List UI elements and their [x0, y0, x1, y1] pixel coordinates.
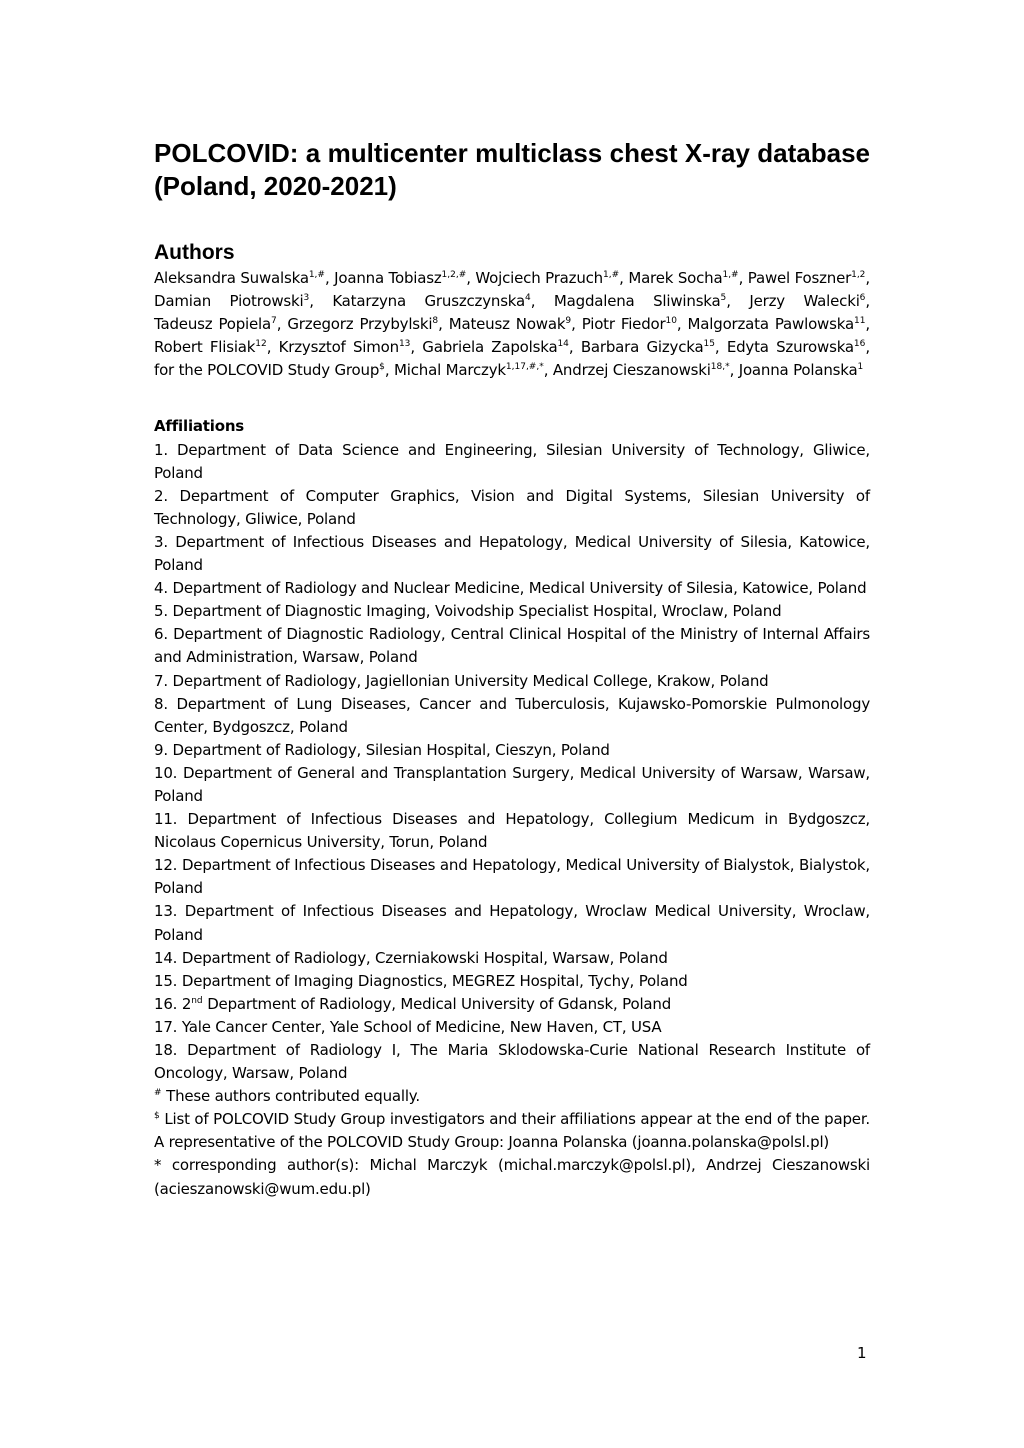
- author-name: Piotr Fiedor$^{10}$,: [581, 315, 682, 334]
- affiliation-text: Department of Data Science and Engineering, Silesian University of Technology, Gliwice, Poland: [154, 440, 870, 482]
- author-name-text: Jerzy Walecki: [749, 292, 860, 311]
- affiliation-text: Department of Radiology, Czerniakowski Hospital, Warsaw, Poland: [181, 948, 668, 967]
- author-affiliation-marker: 1,#: [308, 270, 325, 280]
- author-affiliation-marker: 1,2,#: [441, 270, 467, 280]
- author-affiliation-marker: 18,*: [710, 362, 730, 373]
- affiliation-text: Yale Cancer Center, Yale School of Medicine, New Haven, CT, USA: [181, 1017, 662, 1036]
- author-name-text: Barbara Gizycka: [580, 338, 704, 357]
- author-affiliation-marker: 1,17,#,*: [505, 362, 544, 373]
- author-name-text: Edyta Szurowska: [726, 338, 854, 357]
- affiliation-text: Department of Infectious Diseases and Hepatology, Medical University of Silesia, Katowice, Poland: [154, 532, 870, 575]
- author-affiliation-marker: $: [379, 362, 385, 373]
- author-name: Malgorzata Pawlowska$^{11}$,: [687, 315, 870, 334]
- author-name-text: Piotr Fiedor: [581, 315, 666, 334]
- author-name: Magdalena Sliwinska$^5$,: [553, 292, 731, 311]
- affiliation-number: 9.: [154, 740, 168, 759]
- affiliation-number: 7.: [154, 671, 168, 690]
- affiliation-item: [154, 900, 870, 946]
- affiliation-text: Department of Radiology, Medical University of Gdansk, Poland: [207, 994, 672, 1013]
- affiliation-text: Department of Infectious Diseases and Hepatology, Medical University of Bialystok, Bialystok, Poland: [154, 856, 870, 898]
- affiliation-text: Department of Lung Diseases, Cancer and Tuberculosis, Kujawsko-Pomorskie Pulmonology Center, Bydgoszcz, Poland: [154, 694, 870, 736]
- footnote-text: List of POLCOVID Study Group investigators and their affiliations appear at the end of the paper. A representative of the POLCOVID Study Group: Joanna Polanska (joanna.polanska@polsl.pl): [154, 1110, 870, 1152]
- affiliation-text: Department of Infectious Diseases and Hepatology, Wroclaw Medical University, Wroclaw, Poland: [154, 902, 870, 944]
- author-name: Mateusz Nowak$^9$,: [448, 315, 576, 334]
- affiliation-text: Department of Computer Graphics, Vision and Digital Systems, Silesian University of Technology, Gliwice, Poland: [154, 486, 870, 528]
- affiliation-text: Department of General and Transplantation Surgery, Medical University of Warsaw, Warsaw, Poland: [154, 763, 870, 805]
- affiliation-number: 2.: [154, 486, 168, 505]
- affiliation-number: 6.: [154, 625, 168, 644]
- author-affiliation-marker: 7: [271, 316, 277, 327]
- affiliation-number: 18.: [154, 1041, 178, 1059]
- affiliation-text: Department of Radiology, Jagiellonian University Medical College, Krakow, Poland: [172, 671, 769, 690]
- author-name-text: Wojciech Prazuch: [475, 269, 603, 287]
- page-content: [154, 137, 870, 1201]
- affiliation-item: [154, 1016, 870, 1039]
- authors-heading: Authors: [154, 241, 235, 264]
- author-affiliation-marker: 9: [565, 316, 572, 327]
- affiliation-item: [154, 600, 870, 623]
- author-name: Damian Piotrowski$^3$,: [154, 292, 314, 311]
- author-name-text: Pawel Foszner: [747, 269, 852, 287]
- author-affiliation-marker: 10: [665, 316, 677, 327]
- affiliation-item: [154, 993, 870, 1016]
- affiliation-number: 8.: [154, 694, 168, 713]
- affiliation-number: 13.: [154, 902, 178, 921]
- author-name: Marek Socha$^{1,\#}$,: [628, 269, 744, 287]
- page-number: 1: [857, 1344, 867, 1362]
- author-name-text: Krzysztof Simon: [278, 338, 399, 357]
- author-name: Krzysztof Simon$^{13}$,: [278, 338, 415, 357]
- affiliation-ordinal-suffix: nd: [191, 995, 203, 1006]
- affiliation-number: 11.: [154, 810, 178, 829]
- affiliation-item: [154, 854, 870, 900]
- author-name: Wojciech Prazuch$^{1,\#}$,: [475, 269, 624, 287]
- author-list: [154, 267, 870, 382]
- affiliation-item: [154, 1039, 870, 1085]
- author-name-text: Andrzej Cieszanowski: [552, 361, 711, 380]
- author-name: [739, 361, 864, 379]
- author-name-text: Joanna Polanska: [738, 361, 858, 380]
- author-affiliation-marker: 6: [859, 293, 866, 304]
- author-affiliation-marker: 12: [255, 339, 267, 350]
- author-name-text: Michal Marczyk: [394, 361, 506, 380]
- author-name: Grzegorz Przybylski$^8$,: [287, 315, 443, 334]
- affiliation-item: [154, 670, 870, 693]
- author-name-text: Mateusz Nowak: [448, 315, 566, 334]
- author-name: Michal Marczyk$^{1,17,\#,*}$,: [394, 361, 549, 380]
- author-name: Edyta Szurowska$^{16}$,: [726, 338, 870, 357]
- affiliation-number: 14.: [154, 948, 178, 967]
- affiliation-item: [154, 762, 870, 808]
- affiliation-number: 3.: [154, 532, 168, 551]
- affiliation-number: 15.: [154, 971, 178, 990]
- affiliation-text: Department of Radiology and Nuclear Medicine, Medical University of Silesia, Katowice, Poland: [172, 579, 867, 598]
- footnote-mark: #: [154, 1088, 162, 1099]
- affiliation-number: 10.: [154, 763, 178, 782]
- affiliation-item: [154, 739, 870, 762]
- affiliation-item: [154, 623, 870, 669]
- author-affiliation-marker: 14: [557, 339, 569, 350]
- author-name-text: Magdalena Sliwinska: [553, 292, 721, 311]
- author-name: Gabriela Zapolska$^{14}$,: [422, 338, 574, 357]
- affiliation-number: 1.: [154, 440, 168, 459]
- affiliation-text: Department of Radiology I, The Maria Sklodowska-Curie National Research Institute of Oncology, Warsaw, Poland: [154, 1041, 870, 1083]
- author-name-text: for the POLCOVID Study Group: [154, 361, 380, 380]
- footnote: [154, 1108, 870, 1154]
- author-name-text: Malgorzata Pawlowska: [687, 315, 854, 334]
- author-affiliation-marker: 13: [398, 339, 411, 350]
- affiliations-heading: Affiliations: [154, 417, 245, 436]
- author-name: Pawel Foszner$^{1,2}$,: [747, 269, 870, 287]
- footnote-mark: $: [154, 1111, 160, 1122]
- author-name-text: Gabriela Zapolska: [422, 338, 558, 357]
- affiliation-list: [154, 439, 870, 1086]
- footnote-text: These authors contributed equally.: [166, 1087, 420, 1106]
- author-affiliation-marker: 1,#: [722, 270, 739, 280]
- author-name-text: Tadeusz Popiela: [154, 315, 272, 334]
- author-name: for the POLCOVID Study Group$,: [154, 361, 390, 380]
- author-name-text: Robert Flisiak: [154, 338, 256, 357]
- affiliation-text: Department of Radiology, Silesian Hospital, Cieszyn, Poland: [172, 740, 610, 759]
- footnote: [154, 1085, 870, 1108]
- author-name: Barbara Gizycka$^{15}$,: [580, 338, 720, 357]
- affiliation-text: Department of Imaging Diagnostics, MEGREZ Hospital, Tychy, Poland: [181, 971, 688, 990]
- author-affiliation-marker: 15: [703, 339, 715, 350]
- author-name-text: Joanna Tobiasz: [334, 269, 442, 287]
- affiliation-item: [154, 808, 870, 854]
- affiliation-item: [154, 485, 870, 531]
- author-affiliation-marker: 1: [857, 362, 864, 373]
- author-affiliation-marker: 11: [853, 316, 866, 327]
- affiliation-ordinal: 2: [181, 994, 192, 1013]
- author-name: Robert Flisiak$^{12}$,: [154, 338, 272, 357]
- author-name-text: Marek Socha: [628, 269, 723, 287]
- author-name-text: Grzegorz Przybylski: [287, 315, 433, 334]
- footnotes: [154, 1085, 870, 1200]
- author-name-text: Damian Piotrowski: [154, 292, 304, 311]
- affiliation-text: Department of Diagnostic Imaging, Voivodship Specialist Hospital, Wroclaw, Poland: [172, 602, 782, 621]
- affiliation-number: 5.: [154, 602, 168, 621]
- author-affiliation-marker: 4: [525, 293, 531, 304]
- footnote-text: * corresponding author(s): Michal Marczyk (michal.marczyk@polsl.pl), Andrzej Cieszanowski (acieszanowski@wum.edu.pl): [154, 1156, 870, 1198]
- author-name: Andrzej Cieszanowski$^{18,*}$,: [552, 361, 735, 380]
- paper-title: POLCOVID: a multicenter multiclass chest X-ray database (Poland, 2020-2021): [154, 138, 870, 201]
- affiliation-text: Department of Diagnostic Radiology, Central Clinical Hospital of the Ministry of Internal Affairs and Administration, Warsaw, Poland: [154, 625, 870, 667]
- author-affiliation-marker: 1,2: [851, 270, 866, 280]
- author-name-text: Aleksandra Suwalska: [154, 269, 309, 287]
- author-name: Aleksandra Suwalska$^{1,\#}$,: [154, 269, 330, 287]
- affiliation-item: [154, 531, 870, 577]
- author-affiliation-marker: 1,#: [603, 270, 620, 280]
- author-name: Joanna Tobiasz$^{1,2,\#}$,: [334, 269, 471, 287]
- author-name-text: Katarzyna Gruszczynska: [332, 292, 526, 311]
- author-affiliation-marker: 3: [303, 293, 310, 304]
- affiliation-text: Department of Infectious Diseases and Hepatology, Collegium Medicum in Bydgoszcz, Nicolaus Copernicus University, Torun, Poland: [154, 810, 870, 852]
- author-affiliation-marker: 8: [432, 316, 439, 327]
- affiliation-item: [154, 577, 870, 600]
- affiliation-number: 16.: [154, 994, 178, 1013]
- author-affiliation-marker: 16: [853, 339, 866, 350]
- footnote: [154, 1154, 870, 1200]
- affiliation-item: [154, 947, 870, 970]
- affiliation-item: [154, 693, 870, 739]
- affiliation-number: 17.: [154, 1017, 178, 1036]
- author-affiliation-marker: 5: [720, 293, 727, 304]
- affiliation-number: 4.: [154, 579, 168, 598]
- author-name: Jerzy Walecki$^6$,: [749, 292, 870, 311]
- affiliation-item: [154, 439, 870, 485]
- affiliation-number: 12.: [154, 856, 178, 875]
- author-name: Katarzyna Gruszczynska$^4$,: [332, 292, 536, 311]
- author-name: Tadeusz Popiela$^7$,: [154, 315, 282, 334]
- affiliation-item: [154, 970, 870, 993]
